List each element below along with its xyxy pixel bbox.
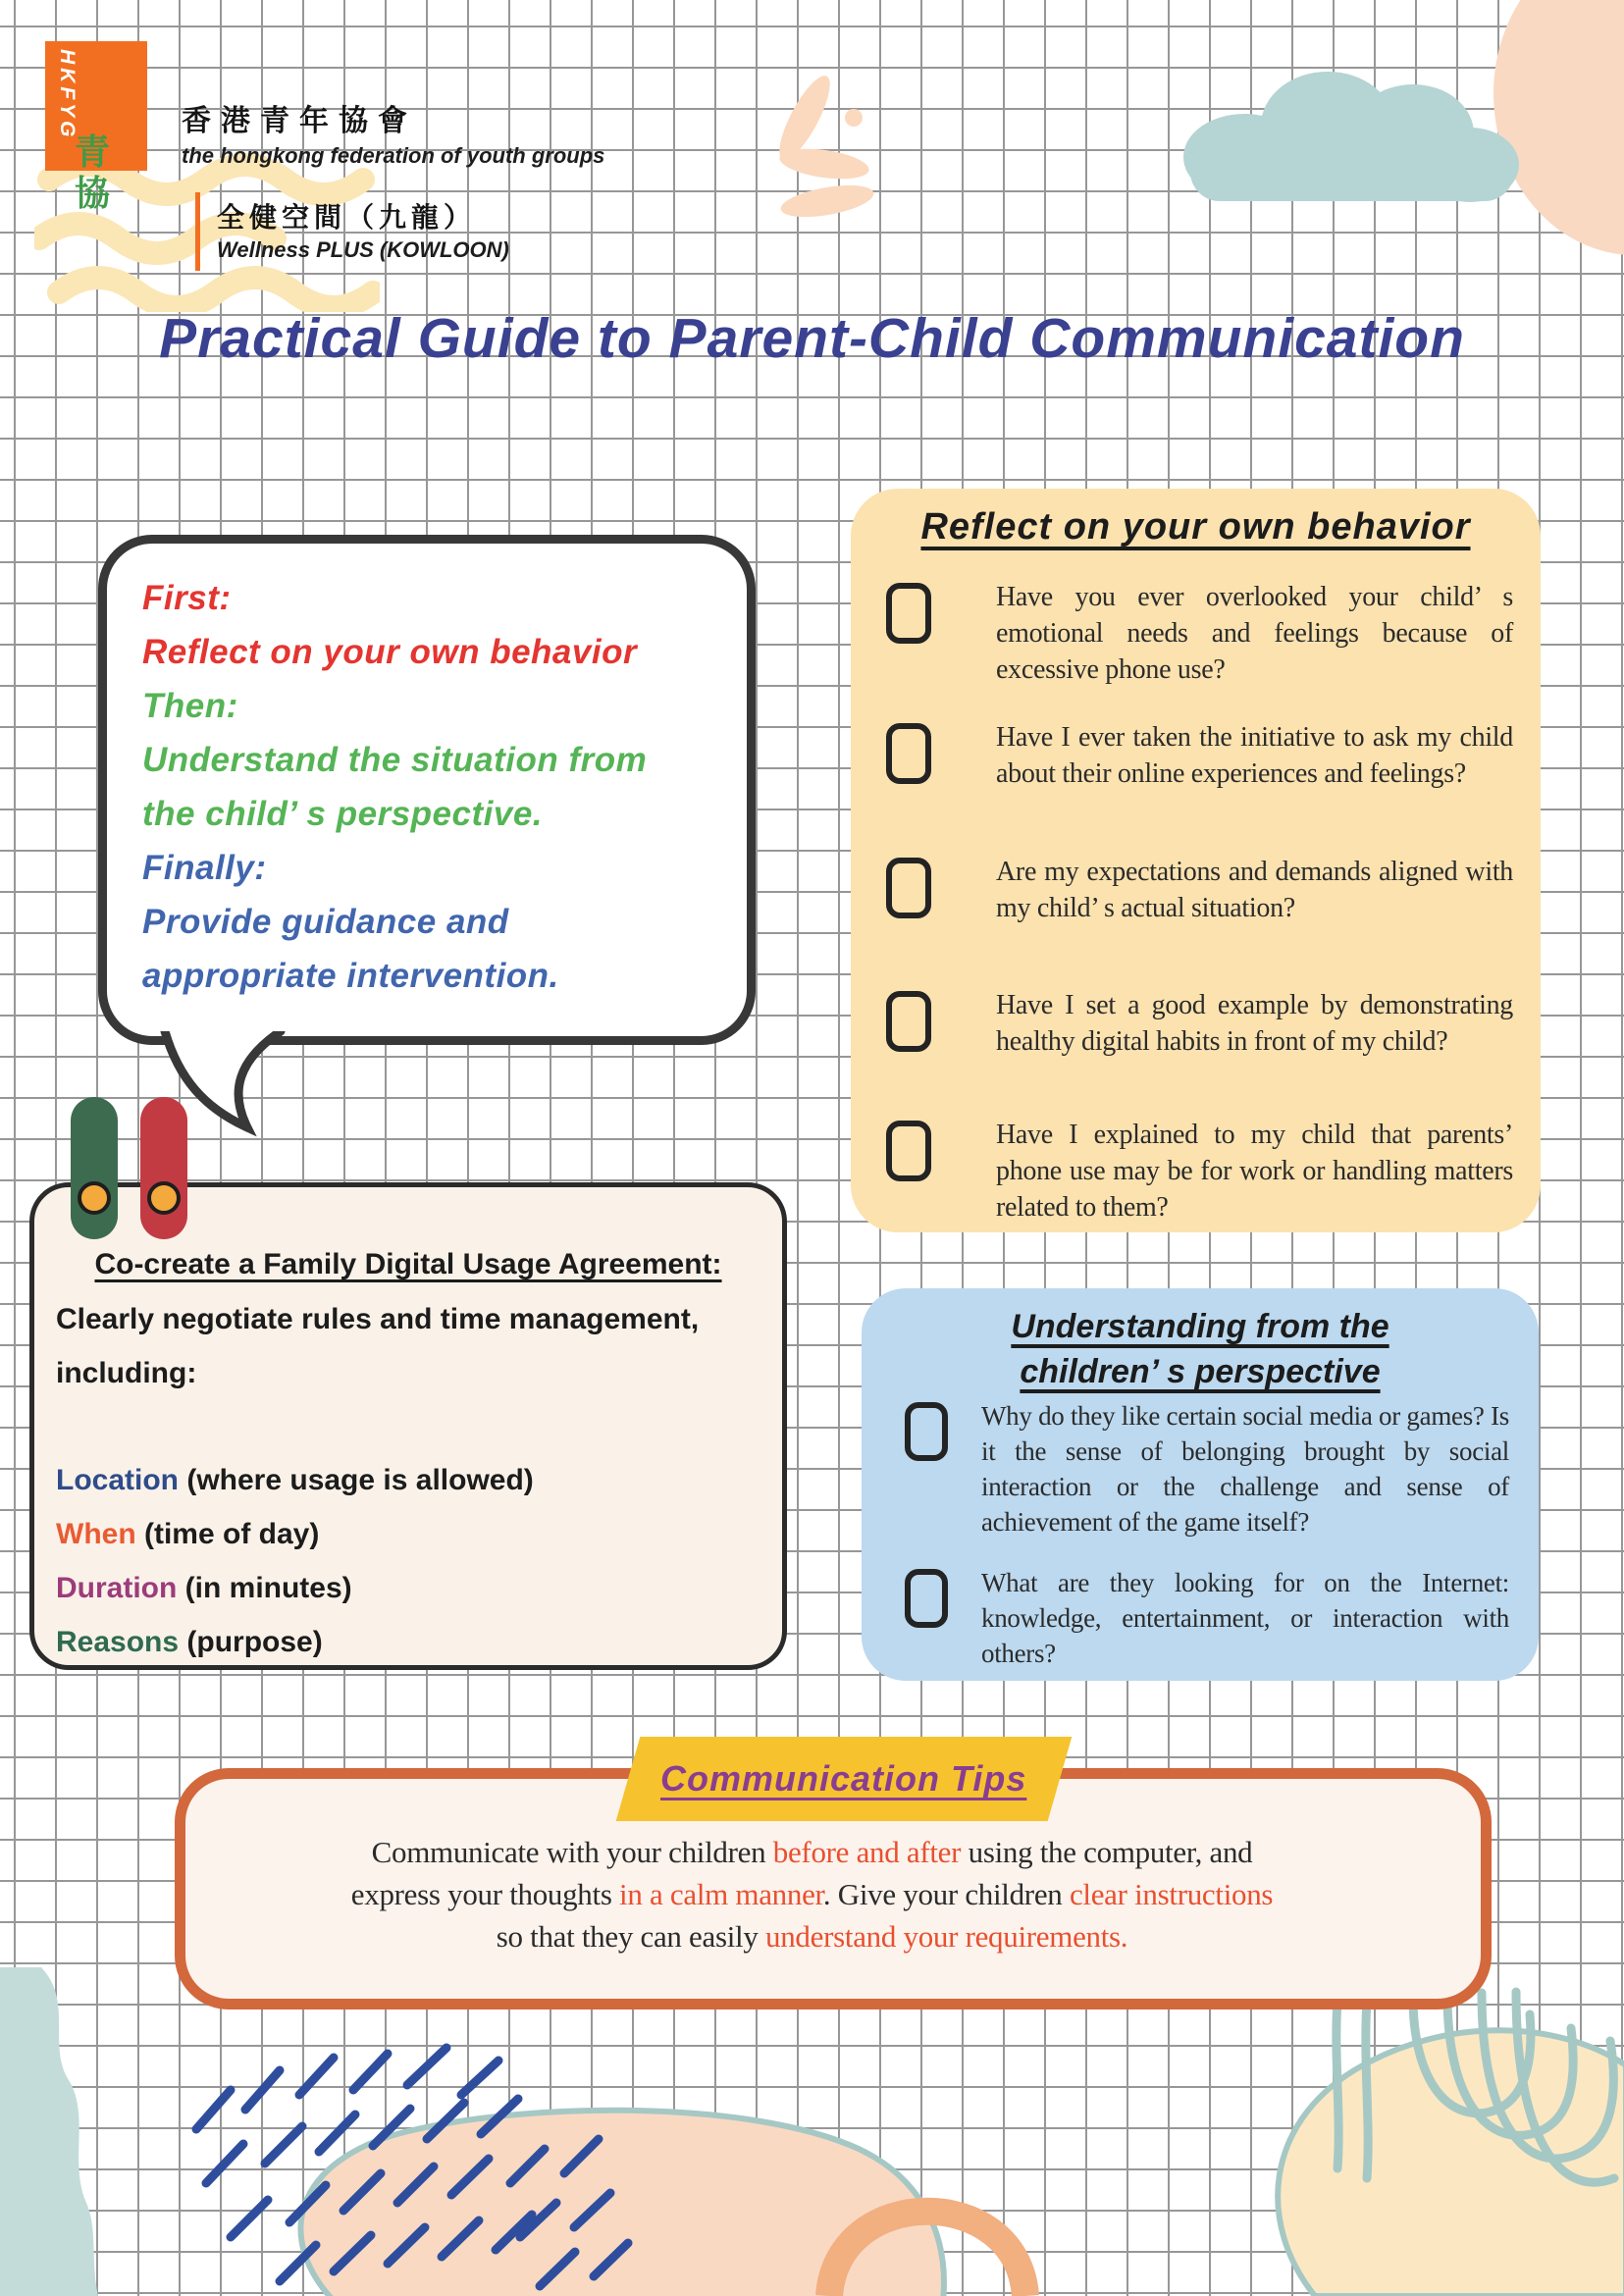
reflect-item-text: Have I ever taken the initiative to ask my child about their online experiences and feelings? (996, 722, 1513, 789)
orange-arch-decoration (800, 2139, 1065, 2296)
steps-speech-bubble (98, 535, 756, 1045)
agreement-term: When (56, 1518, 136, 1550)
understanding-children-section (862, 1288, 1539, 1681)
agreement-intro: including: (56, 1357, 197, 1389)
bubble-line: the child’ s perspective. (142, 795, 544, 833)
tips-segment: so that they can easily (496, 1919, 766, 1954)
tips-segment-highlight: understand your requirements. (765, 1919, 1128, 1954)
reflect-item-1 (886, 579, 1513, 688)
bubble-line: Reflect on your own behavior (142, 633, 638, 671)
understanding-item-2 (905, 1565, 1509, 1671)
understanding-title-line2: children’ s perspective (1020, 1353, 1381, 1390)
bubble-line: appropriate intervention. (142, 957, 559, 995)
tips-segment-highlight: before and after (772, 1835, 962, 1869)
reflect-item-5 (886, 1117, 1513, 1226)
agreement-item-when (56, 1518, 319, 1551)
checkbox-icon[interactable] (905, 1402, 948, 1461)
unit-name-chinese: 全健空間（九龍） (217, 202, 477, 233)
agreement-term: Reasons (56, 1626, 180, 1658)
agreement-intro: Clearly negotiate rules and time management, (56, 1303, 700, 1335)
agreement-item-location (56, 1464, 534, 1497)
reflect-behavior-section (851, 489, 1541, 1232)
red-pin-icon (140, 1097, 187, 1239)
peach-burst-icon (751, 64, 893, 221)
agreement-term: Duration (56, 1572, 178, 1604)
checkbox-icon[interactable] (886, 723, 931, 784)
bubble-line: First: (142, 579, 232, 617)
communication-tips-banner-label: Communication Tips (660, 1758, 1027, 1799)
tips-line-3 (0, 1915, 1624, 1957)
unit-name-english: Wellness PLUS (KOWLOON) (217, 237, 509, 262)
cloud-icon (1146, 47, 1524, 209)
agreement-term: Location (56, 1464, 179, 1496)
checkbox-icon[interactable] (905, 1569, 948, 1628)
agreement-desc: (time of day) (135, 1518, 320, 1550)
tips-segment: using the computer, and (961, 1835, 1253, 1869)
tips-segment-highlight: in a calm manner (619, 1877, 823, 1911)
tips-line-1 (0, 1831, 1624, 1873)
tips-segment: . Give your children (822, 1877, 1070, 1911)
pin-dot-icon (147, 1181, 181, 1215)
tips-line-2 (0, 1873, 1624, 1915)
blue-dashes-decoration (186, 2036, 648, 2296)
agreement-item-duration (56, 1572, 352, 1605)
understanding-section-title (862, 1304, 1539, 1394)
org-name-english: the hongkong federation of youth groups (182, 143, 605, 168)
checkbox-icon[interactable] (886, 583, 931, 644)
checkbox-icon[interactable] (886, 991, 931, 1052)
checkbox-icon[interactable] (886, 858, 931, 918)
understanding-title-line1: Understanding from the (1011, 1308, 1389, 1345)
reflect-item-text: Are my expectations and demands aligned with my child’ s actual situation? (996, 857, 1513, 923)
agreement-desc: (where usage is allowed) (179, 1464, 534, 1496)
understanding-item-text: What are they looking for on the Internet: knowledge, entertainment, or interaction with others? (981, 1568, 1509, 1668)
hkfyg-logo-calligraphy: 青協 (74, 131, 110, 213)
left-teal-blob (0, 1967, 113, 2296)
reflect-item-text: Have I explained to my child that parents’ phone use may be for work or handling matters related to them? (996, 1120, 1513, 1223)
bubble-line: Then: (142, 687, 238, 725)
understanding-item-1 (905, 1398, 1509, 1539)
reflect-section-title: Reflect on your own behavior (920, 506, 1471, 548)
understanding-item-text: Why do they like certain social media or games? Is it the sense of belonging brought by social interaction or the challenge and sense of achievement of the game itself? (981, 1401, 1509, 1537)
reflect-item-2 (886, 719, 1513, 792)
pin-dot-icon (78, 1181, 111, 1215)
agreement-desc: (in minutes) (177, 1572, 352, 1604)
teal-squiggles-decoration (1320, 1987, 1624, 2281)
bubble-line: Finally: (142, 849, 267, 887)
tips-segment-highlight: clear instructions (1069, 1877, 1274, 1911)
reflect-item-text: Have I set a good example by demonstrating healthy digital habits in front of my child? (996, 990, 1513, 1057)
agreement-item-reasons (56, 1626, 323, 1659)
page-title: Practical Guide to Parent-Child Communication (159, 307, 1465, 370)
agreement-desc: (purpose) (179, 1626, 323, 1658)
family-agreement-section (29, 1182, 787, 1670)
green-pin-icon (71, 1097, 118, 1239)
tips-segment: Communicate with your children (371, 1835, 773, 1869)
agreement-section-title: Co-create a Family Digital Usage Agreement: (94, 1248, 722, 1280)
communication-tips-banner (616, 1737, 1073, 1821)
logo-divider (195, 192, 200, 271)
reflect-item-4 (886, 987, 1513, 1060)
hkfyg-logo-acronym: HKFYG (56, 49, 79, 141)
bubble-line: Provide guidance and (142, 903, 509, 941)
reflect-item-3 (886, 854, 1513, 926)
reflect-item-text: Have you ever overlooked your child’ s emotional needs and feelings because of excessive phone use? (996, 582, 1513, 685)
org-name-chinese: 香港青年協會 (182, 105, 417, 137)
communication-tips-text (0, 1831, 1624, 1957)
checkbox-icon[interactable] (886, 1121, 931, 1181)
bubble-line: Understand the situation from (142, 741, 648, 779)
tips-segment: express your thoughts (350, 1877, 620, 1911)
